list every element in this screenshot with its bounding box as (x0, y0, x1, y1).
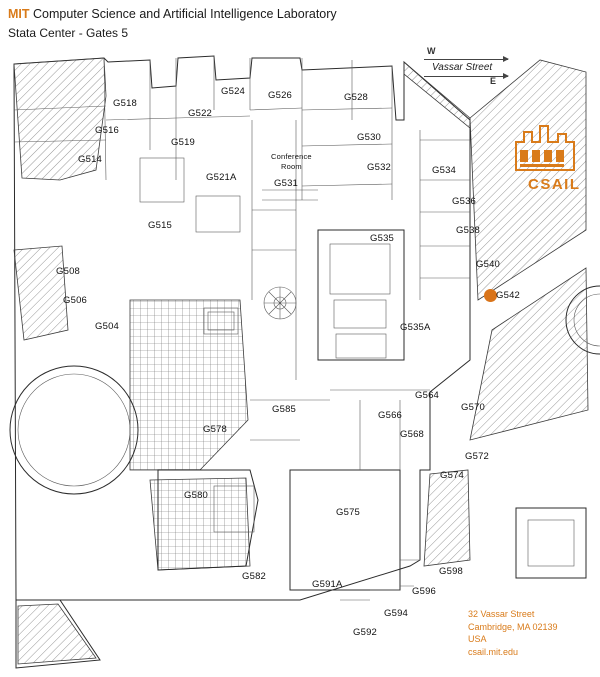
room-label[interactable]: G528 (344, 92, 369, 103)
page-title (8, 6, 337, 42)
room-label[interactable]: G531 (274, 178, 299, 189)
room-label[interactable]: G535A (400, 322, 431, 333)
address-block (468, 608, 558, 658)
room-label[interactable]: G532 (367, 162, 392, 173)
room-label[interactable]: G508 (56, 266, 81, 277)
room-label[interactable]: G534 (432, 165, 457, 176)
lab-name: Computer Science and Artificial Intelligence Laboratory (33, 7, 337, 21)
room-label[interactable]: G580 (184, 490, 209, 501)
room-label[interactable]: G506 (63, 295, 88, 306)
room-label[interactable]: G535 (370, 233, 395, 244)
room-label[interactable]: G568 (400, 429, 425, 440)
room-label[interactable]: G582 (242, 571, 267, 582)
room-label[interactable]: G585 (272, 404, 297, 415)
room-label[interactable]: G530 (357, 132, 382, 143)
room-label[interactable]: G572 (465, 451, 490, 462)
room-label[interactable]: G591A (312, 579, 343, 590)
csail-logo (508, 122, 592, 194)
room-label[interactable]: G592 (353, 627, 378, 638)
west-label: W (427, 46, 436, 56)
room-label[interactable]: G574 (440, 470, 465, 481)
room-label[interactable]: G538 (456, 225, 481, 236)
room-label[interactable]: G516 (95, 125, 120, 136)
compass-street-indicator (418, 46, 518, 88)
room-label[interactable]: G598 (439, 566, 464, 577)
room-label[interactable]: G536 (452, 196, 477, 207)
room-label[interactable]: G578 (203, 424, 228, 435)
room-annotation: Conference (271, 152, 312, 161)
room-label[interactable]: G518 (113, 98, 138, 109)
room-label[interactable]: G521A (206, 172, 237, 183)
room-label[interactable]: G540 (476, 259, 501, 270)
room-label[interactable]: G526 (268, 90, 293, 101)
room-label[interactable]: G566 (378, 410, 403, 421)
room-label[interactable]: G570 (461, 402, 486, 413)
csail-wordmark: CSAIL (528, 176, 581, 193)
room-label[interactable]: G519 (171, 137, 196, 148)
room-label[interactable]: G594 (384, 608, 409, 619)
page-subtitle: Stata Center - Gates 5 (8, 26, 129, 40)
room-annotation: Room (281, 162, 302, 171)
room-label[interactable]: G575 (336, 507, 361, 518)
csail-mark-icon (508, 122, 592, 174)
east-label: E (490, 76, 497, 86)
room-label[interactable]: G515 (148, 220, 173, 231)
north-arrow-icon (424, 59, 508, 60)
room-label[interactable]: G596 (412, 586, 437, 597)
room-label[interactable]: G564 (415, 390, 440, 401)
address-line-street: 32 Vassar Street (468, 609, 535, 619)
room-label[interactable]: G524 (221, 86, 246, 97)
room-label[interactable]: G504 (95, 321, 120, 332)
address-line-country: USA (468, 634, 487, 644)
mit-wordmark: MIT (8, 7, 30, 21)
room-label[interactable]: G542 (496, 290, 521, 301)
room-label[interactable]: G514 (78, 154, 103, 165)
room-label[interactable]: G522 (188, 108, 213, 119)
address-line-city: Cambridge, MA 02139 (468, 621, 558, 632)
address-line-website[interactable]: csail.mit.edu (468, 646, 519, 657)
street-label: Vassar Street (432, 62, 493, 73)
